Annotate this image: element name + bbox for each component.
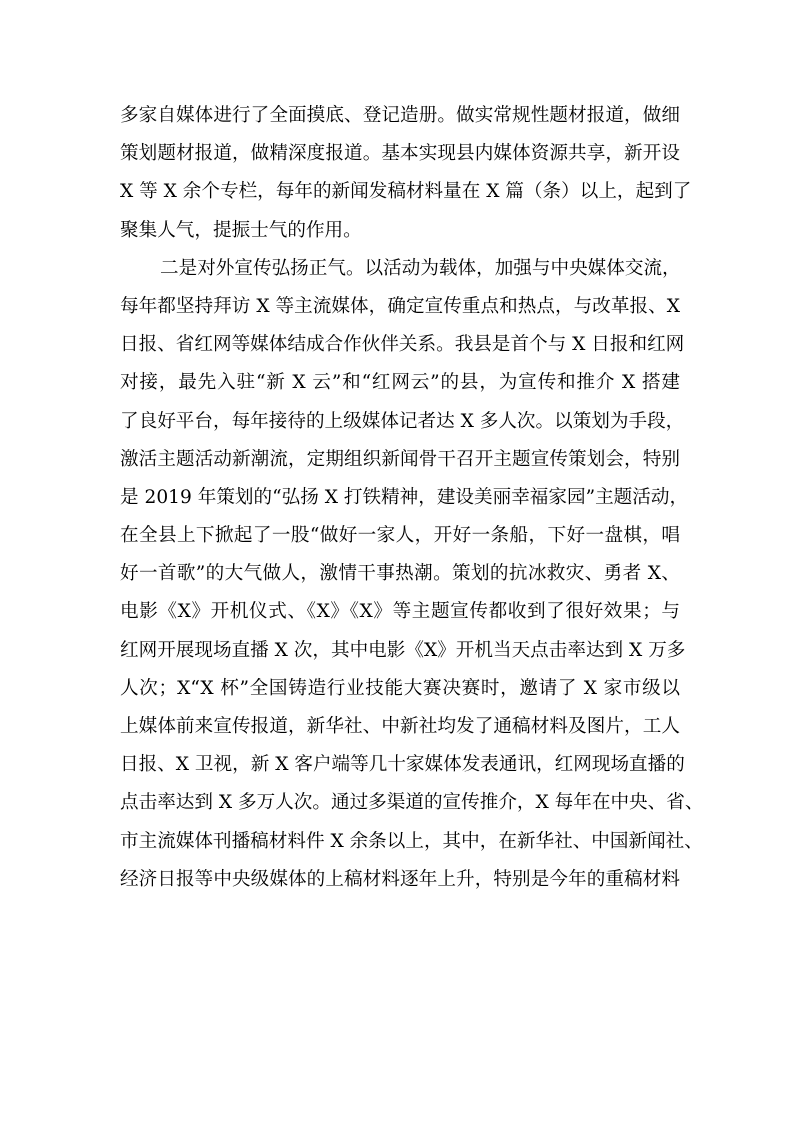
- text-line: 红网开展现场直播 X 次，其中电影《X》开机当天点击率达到 X 万多: [120, 639, 686, 661]
- text-line: 聚集人气，提振士气的作用。: [120, 219, 362, 241]
- text-line: 电影《X》开机仪式、《X》《X》等主题宣传都收到了很好效果；与: [120, 601, 680, 623]
- text-line: 多家自媒体进行了全面摸底、登记造册。做实常规性题材报道，做细: [120, 105, 680, 126]
- text-line: 市主流媒体刊播稿材料件 X 余条以上，其中，在新华社、中国新闻社、: [120, 830, 703, 852]
- text-line: 人次；X“X 杯”全国铸造行业技能大赛决赛时，邀请了 X 家市级以: [120, 677, 680, 699]
- text-line: 点击率达到 X 多万人次。通过多渠道的宣传推介，X 每年在中央、省、: [120, 792, 704, 814]
- text-line: 每年都坚持拜访 X 等主流媒体，确定宣传重点和热点，与改革报、X: [120, 295, 680, 317]
- text-line: 经济日报等中央级媒体的上稿材料逐年上升，特别是今年的重稿材料: [120, 868, 680, 890]
- text-line: 上媒体前来宣传报道，新华社、中新社均发了通稿材料及图片，工人: [120, 716, 680, 737]
- text-line: 是 2019 年策划的“弘扬 X 打铁精神，建设美丽幸福家园”主题活动，: [120, 486, 689, 508]
- text-line: 了良好平台，每年接待的上级媒体记者达 X 多人次。以策划为手段，: [120, 410, 685, 432]
- text-line: 日报、X 卫视，新 X 客户端等几十家媒体发表通讯，红网现场直播的: [120, 754, 685, 776]
- document-body: [120, 97, 704, 899]
- text-line: 好一首歌”的大气做人，激情干事热潮。策划的抗冰救灾、勇者 X、: [120, 563, 680, 585]
- text-line: 策划题材报道，做精深度报道。基本实现县内媒体资源共享，新开设: [120, 143, 680, 165]
- text-line: 日报、省红网等媒体结成合作伙伴关系。我县是首个与 X 日报和红网: [120, 334, 685, 356]
- text-line: 对接，最先入驻“新 X 云”和“红网云”的县，为宣传和推介 X 搭建: [120, 372, 680, 394]
- text-line: 激活主题活动新潮流，定期组织新闻骨干召开主题宣传策划会，特别: [120, 448, 680, 470]
- paragraph-2: [120, 250, 704, 899]
- text-line: X 等 X 余个专栏，每年的新闻发稿材料量在 X 篇（条）以上，起到了: [120, 181, 692, 203]
- text-line: 二是对外宣传弘扬正气。以活动为载体，加强与中央媒体交流，: [160, 257, 681, 279]
- paragraph-1: [120, 97, 692, 250]
- text-line: 在全县上下掀起了一股“做好一家人，开好一条船，下好一盘棋，唱: [120, 525, 680, 547]
